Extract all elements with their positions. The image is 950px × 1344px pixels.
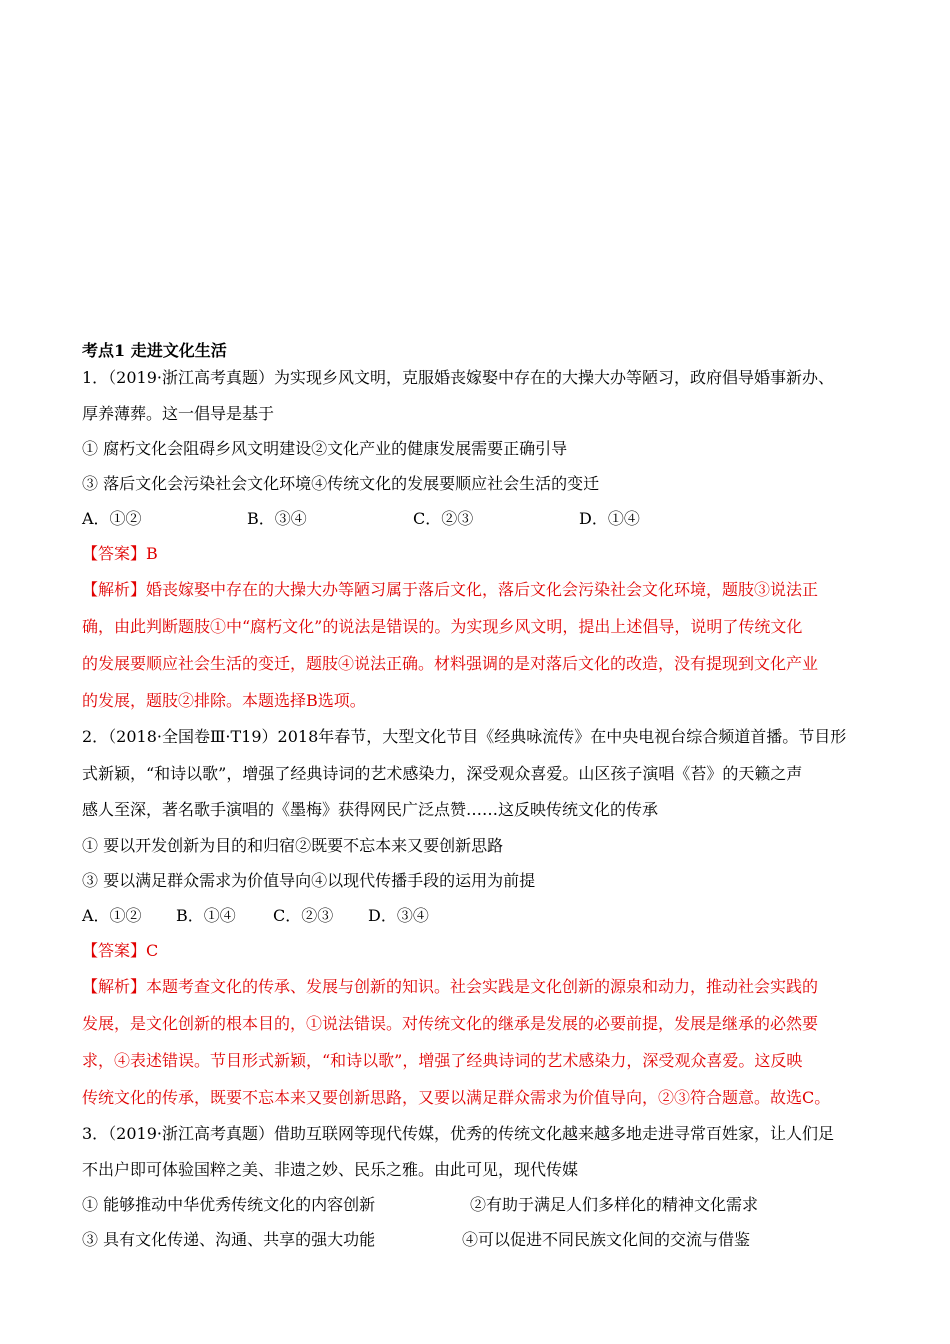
q1-analysis-line-1: 【解析】婚丧嫁娶中存在的大操大办等陋习属于落后文化，落后文化会污染社会文化环境，题肢③说法正 [82, 580, 819, 599]
q1-analysis-line-3: 的发展要顺应社会生活的变迁，题肢④说法正确。材料强调的是对落后文化的改造，没有提现到文化产业 [82, 654, 819, 673]
q2-stem-line-1: 2．（2018·全国卷Ⅲ·T19）2018年春节，大型文化节目《经典咏流传》在中央电视台综合频道首播。节目形 [82, 727, 847, 746]
q3-item-3: ③ 具有文化传递、沟通、共享的强大功能 [82, 1230, 376, 1249]
q3-item-1: ① 能够推动中华优秀传统文化的内容创新 [82, 1195, 376, 1214]
q2-stem-line-3: 感人至深，著名歌手演唱的《墨梅》获得网民广泛点赞……这反映传统文化的传承 [82, 800, 659, 819]
q2-option-b: B．①④ [176, 906, 236, 925]
q2-analysis-line-3: 求，④表述错误。节目形式新颖，“和诗以歌”，增强了经典诗词的艺术感染力，深受观众喜爱。这反映 [82, 1051, 803, 1070]
q2-analysis-line-4: 传统文化的传承，既要不忘本来又要创新思路，又要以满足群众需求为价值导向，②③符合题意。故选C。 [82, 1088, 831, 1107]
q1-answer: 【答案】B [82, 544, 158, 563]
q1-option-d: D．①④ [579, 509, 640, 528]
q1-items-line-1: ① 腐朽文化会阻碍乡风文明建设②文化产业的健康发展需要正确引导 [82, 439, 568, 458]
q1-option-c: C．②③ [413, 509, 474, 528]
q1-stem-line-2: 厚养薄葬。这一倡导是基于 [82, 404, 275, 423]
section-title: 考点1 走进文化生活 [82, 341, 227, 360]
q2-analysis-line-2: 发展，是文化创新的根本目的，①说法错误。对传统文化的继承是发展的必要前提，发展是继承的必然要 [82, 1014, 819, 1033]
q2-stem-line-2: 式新颖，“和诗以歌”，增强了经典诗词的艺术感染力，深受观众喜爱。山区孩子演唱《苔》的天籁之声 [82, 764, 803, 783]
q1-analysis-line-4: 的发展，题肢②排除。本题选择B选项。 [82, 691, 366, 710]
q2-analysis-line-1: 【解析】本题考查文化的传承、发展与创新的知识。社会实践是文化创新的源泉和动力，推动社会实践的 [82, 977, 819, 996]
q1-items-line-2: ③ 落后文化会污染社会文化环境④传统文化的发展要顺应社会生活的变迁 [82, 474, 600, 493]
q1-analysis-line-2: 确，由此判断题肢①中“腐朽文化”的说法是错误的。为实现乡风文明，提出上述倡导，说明了传统文化 [82, 617, 803, 636]
q2-answer: 【答案】C [82, 941, 159, 960]
q1-option-a: A．①② [82, 509, 142, 528]
q2-items-line-2: ③ 要以满足群众需求为价值导向④以现代传播手段的运用为前提 [82, 871, 536, 890]
q2-items-line-1: ① 要以开发创新为目的和归宿②既要不忘本来又要创新思路 [82, 836, 504, 855]
q3-item-2: ②有助于满足人们多样化的精神文化需求 [470, 1195, 759, 1214]
q3-stem-line-1: 3．（2019·浙江高考真题）借助互联网等现代传媒，优秀的传统文化越来越多地走进寻常百姓家，让人们足 [82, 1124, 834, 1143]
q2-option-a: A．①② [82, 906, 142, 925]
q3-item-4: ④可以促进不同民族文化间的交流与借鉴 [462, 1230, 751, 1249]
q1-option-b: B．③④ [247, 509, 307, 528]
q3-stem-line-2: 不出户即可体验国粹之美、非遗之妙、民乐之雅。由此可见，现代传媒 [82, 1160, 579, 1179]
q1-stem-line-1: 1．（2019·浙江高考真题）为实现乡风文明，克服婚丧嫁娶中存在的大操大办等陋习，政府倡导婚事新办、 [82, 368, 834, 387]
q2-option-d: D．③④ [368, 906, 429, 925]
q2-option-c: C．②③ [273, 906, 334, 925]
